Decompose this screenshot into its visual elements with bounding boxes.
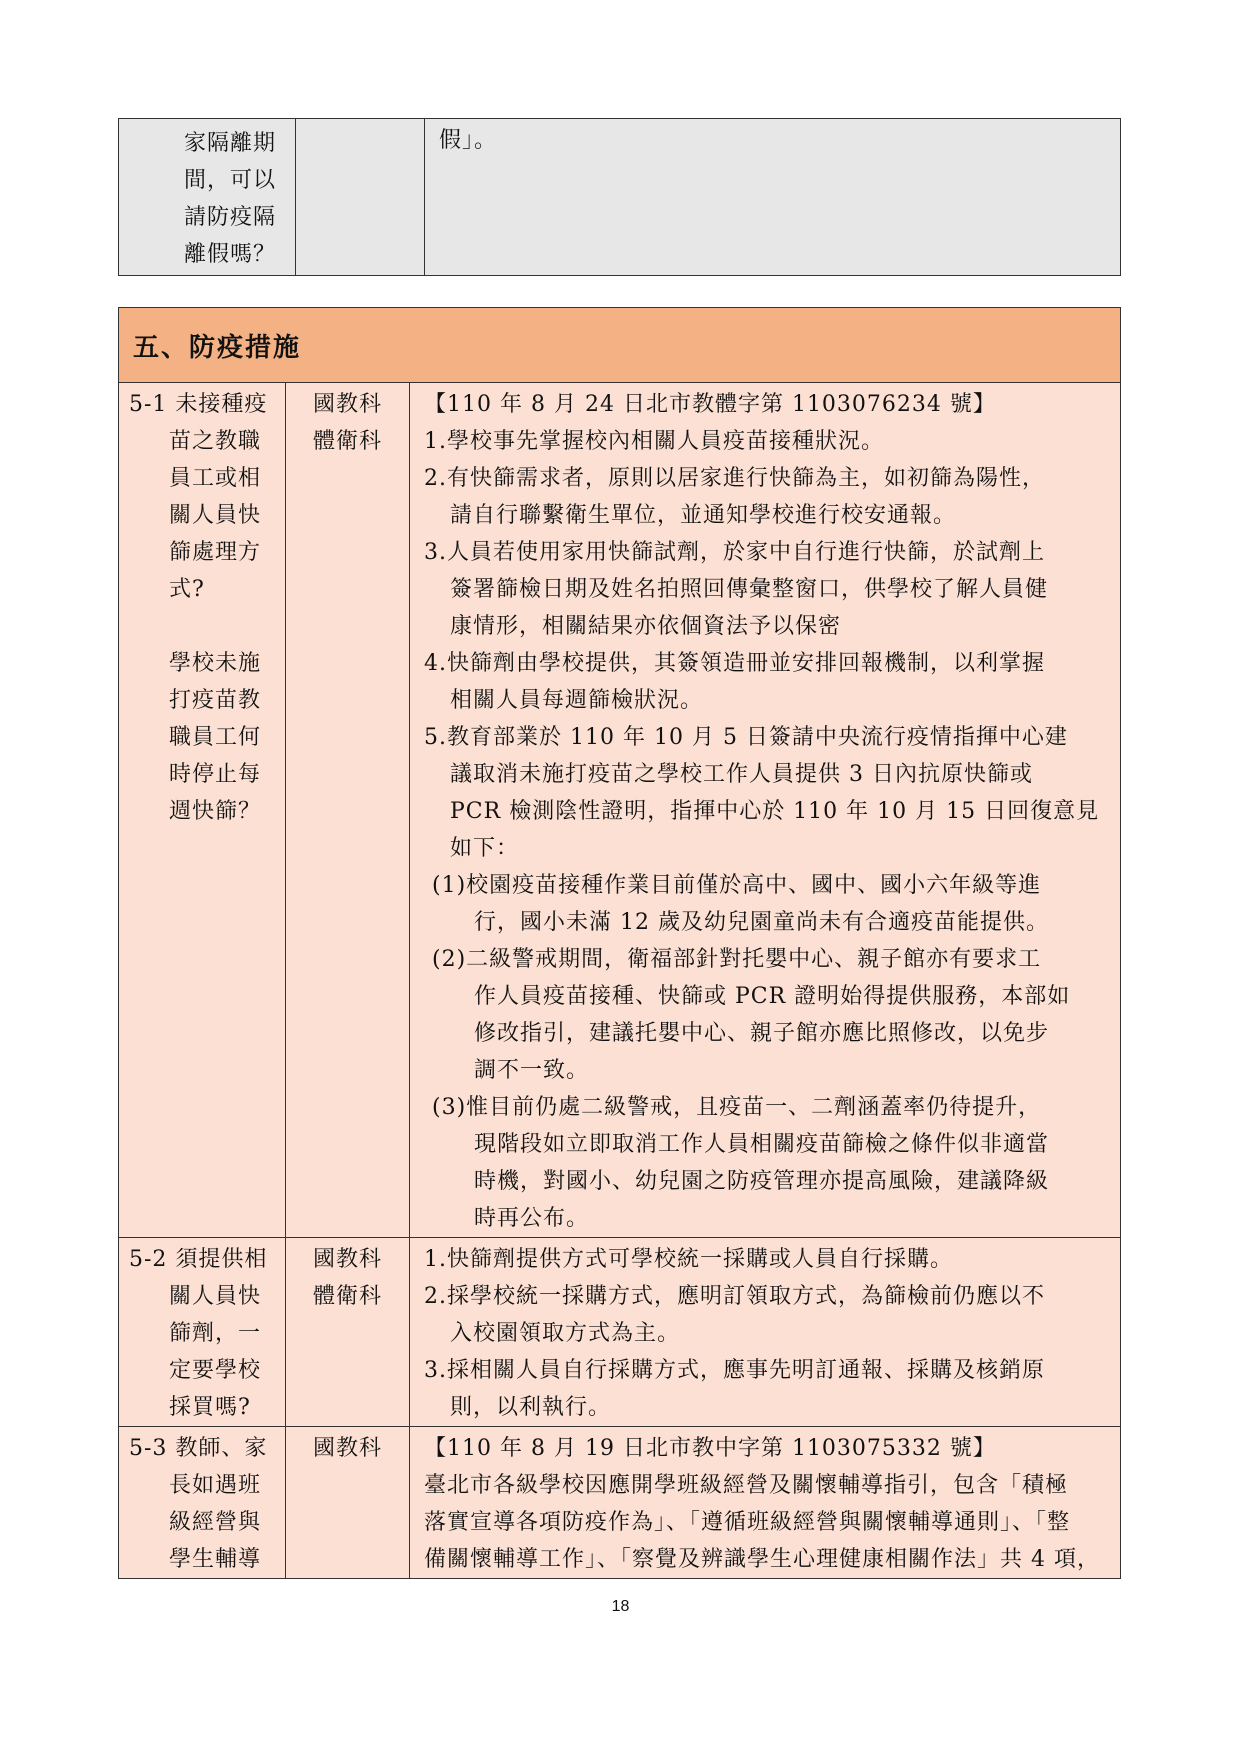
unit-cell: 國教科 bbox=[286, 1427, 410, 1579]
question-cell: 5-2 須提供相 關人員快 篩劑，一 定要學校 採買嗎? bbox=[119, 1238, 286, 1427]
section-header-row bbox=[119, 308, 1121, 383]
question-cell: 5-3 教師、家 長如遇班 級經營與 學生輔導 bbox=[119, 1427, 286, 1579]
page-number: 18 bbox=[611, 1598, 630, 1615]
table-row bbox=[119, 1427, 1121, 1579]
answer-cell: 【110 年 8 月 19 日北市教中字第 1103075332 號】 臺北市各級學校因應開學班級經營及關懷輔導指引，包含「積極 落實宣導各項防疫作為」、「遵循班級經營與關懷輔導通則」、「整 備關懷輔導工作」、「察覺及辨識學生心理健康相關作法」共 4 項， bbox=[410, 1427, 1121, 1579]
question-cell: 5-1 未接種疫 苗之教職 員工或相 關人員快 篩處理方 式? 學校未施 打疫苗教 職員工何 時停止每 週快篩？ bbox=[119, 383, 286, 1238]
question-cell: 家隔離期 間，可以 請防疫隔 離假嗎？ bbox=[119, 119, 296, 276]
answer-cell: 1.快篩劑提供方式可學校統一採購或人員自行採購。 2.採學校統一採購方式，應明訂領取方式，為篩檢前仍應以不 入校園領取方式為主。 3.採相關人員自行採購方式，應事先明訂通報、採購及核銷原 則，以利執行。 bbox=[410, 1238, 1121, 1427]
table-row bbox=[119, 383, 1121, 1238]
answer-cell: 假」。 bbox=[425, 119, 1121, 276]
answer-cell: 【110 年 8 月 24 日北市教體字第 1103076234 號】 1.學校事先掌握校內相關人員疫苗接種狀況。 2.有快篩需求者，原則以居家進行快篩為主，如初篩為陽性， 請自行聯繫衛生單位，並通知學校進行校安通報。 3.人員若使用家用快篩試劑，於家中自行進行快篩，於試劑上 簽署篩檢日期及姓名拍照回傳彙整窗口，供學校了解人員健 康情形，相關結果亦依個資法予以保密 4.快篩劑由學校提供，其簽領造冊並安排回報機制，以利掌握 相關人員每週篩檢狀況。 5.教育部業於 110 年 10 月 5 日簽請中央流行疫情指揮中心建 議取消未施打疫苗之學校工作人員提供 3 日內抗原快篩或 PCR 檢測陰性證明，指揮中心於 110 年 10 月 15 日回復意見 如下： (1)校園疫苗接種作業目前僅於高中、國中、國小六年級等進 行，國小未滿 12 歲及幼兒園童尚未有合適疫苗能提供。 (2)二級警戒期間，衛福部針對托嬰中心、親子館亦有要求工 作人員疫苗接種、快篩或 PCR 證明始得提供服務，本部如 修改指引，建議托嬰中心、親子館亦應比照修改，以免步 調不一致。 (3)惟目前仍處二級警戒，且疫苗一、二劑涵蓋率仍待提升， 現階段如立即取消工作人員相關疫苗篩檢之條件似非適當 時機，對國小、幼兒園之防疫管理亦提高風險，建議降級 時再公布。 bbox=[410, 383, 1121, 1238]
unit-cell: 國教科 體衛科 bbox=[286, 1238, 410, 1427]
unit-cell: 國教科 體衛科 bbox=[286, 383, 410, 1238]
table-row bbox=[119, 1238, 1121, 1427]
unit-cell bbox=[296, 119, 425, 276]
section-header bbox=[119, 308, 1121, 383]
section-title: 五、防疫措施 bbox=[133, 332, 302, 363]
table-row bbox=[119, 119, 1121, 276]
section-table bbox=[118, 307, 1121, 1579]
continuation-table bbox=[118, 118, 1121, 276]
